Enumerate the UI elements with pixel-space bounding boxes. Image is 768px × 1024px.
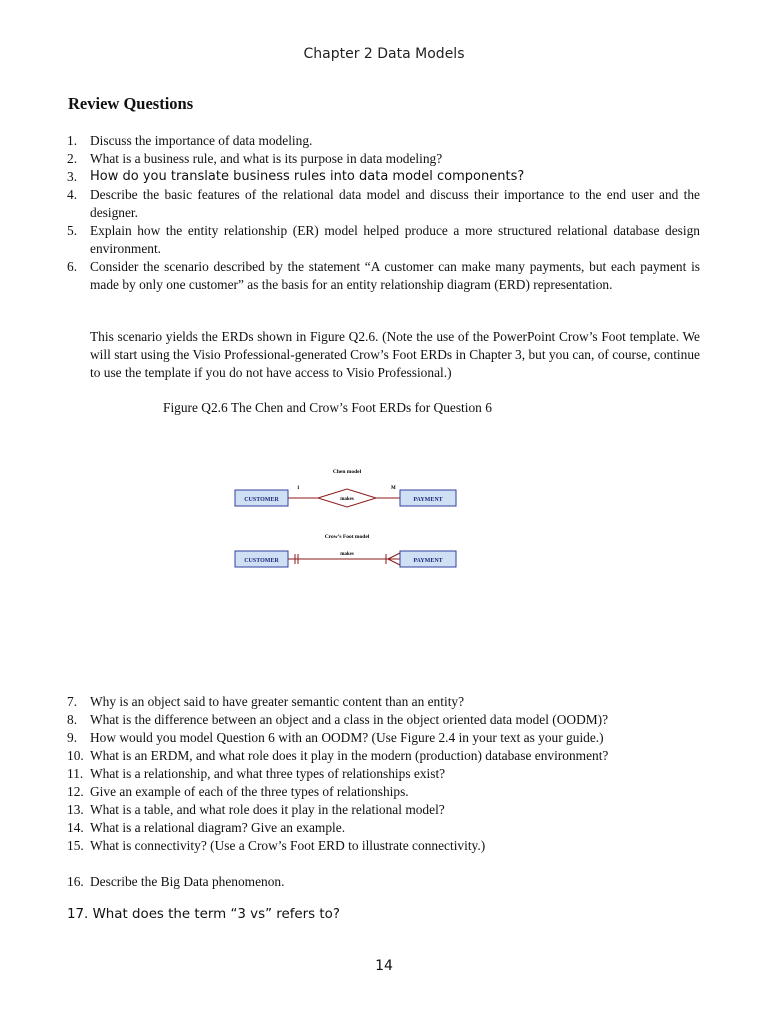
question-12	[67, 783, 700, 801]
question-number: 1.	[67, 133, 78, 148]
question-text: What is a relational diagram? Give an example.	[90, 820, 346, 835]
question-text: What is a relationship, and what three types of relationships exist?	[90, 766, 446, 781]
question-14	[67, 819, 700, 837]
question-text: What is a table, and what role does it play in the relational model?	[90, 802, 445, 817]
question-text: What does the term “3 vs” refers to?	[92, 907, 340, 922]
question-text: Consider the scenario described by the statement “A customer can make many payments, but each payment is made by only one customer” as the basis for an entity relationship diagram (ERD) representation.	[90, 259, 700, 292]
question-1	[67, 132, 700, 150]
question-text: What is an ERDM, and what role does it play in the modern (production) database environment?	[90, 748, 609, 763]
crow-title: Crow’s Foot model	[324, 534, 370, 540]
page-number: 14	[375, 958, 393, 974]
question-number: 3.	[67, 169, 78, 184]
section-title: Review Questions	[68, 94, 194, 113]
question-number: 7.	[67, 694, 78, 709]
question-number: 9.	[67, 730, 78, 745]
question-text: How do you translate business rules into data model components?	[90, 169, 525, 184]
question-6	[67, 258, 700, 294]
question-number: 16.	[67, 874, 84, 889]
question-text: Describe the Big Data phenomenon.	[90, 874, 285, 889]
chen-makes-label: makes	[340, 497, 354, 502]
question-number: 17.	[67, 907, 89, 922]
question-text: How would you model Question 6 with an OODM? (Use Figure 2.4 in your text as your guide.)	[90, 730, 604, 745]
erd-figure	[230, 460, 470, 580]
question-16	[67, 873, 700, 891]
question-17	[67, 907, 340, 922]
question-number: 8.	[67, 712, 78, 727]
question-number: 12.	[67, 784, 84, 799]
question-text: Why is an object said to have greater semantic content than an entity?	[90, 694, 465, 709]
question-number: 2.	[67, 151, 78, 166]
question-8	[67, 711, 700, 729]
spacer	[67, 855, 700, 873]
crow-foot-lower	[388, 559, 400, 565]
question-number: 10.	[67, 748, 84, 763]
question-text: Explain how the entity relationship (ER) model helped produce a more structured relational database design environment.	[90, 223, 700, 256]
question-number: 6.	[67, 259, 78, 274]
question-list-b	[67, 693, 700, 891]
chen-title: Chen model	[332, 469, 362, 475]
question-text: What is a business rule, and what is its purpose in data modeling?	[90, 151, 443, 166]
question-3	[67, 168, 700, 186]
question-text: Discuss the importance of data modeling.	[90, 133, 313, 148]
question-15	[67, 837, 700, 855]
question-number: 13.	[67, 802, 84, 817]
question-text: Give an example of each of the three types of relationships.	[90, 784, 409, 799]
question-7	[67, 693, 700, 711]
crow-payment-label: PAYMENT	[413, 558, 443, 564]
scenario-paragraph: This scenario yields the ERDs shown in Figure Q2.6. (Note the use of the PowerPoint Crow’s Foot template. We will start using the Visio Professional-generated Crow’s Foot ERDs in Chapter 3, but you can, of course, continue to use the template if you do not have access to Visio Professional.)	[90, 329, 700, 380]
question-list-a	[67, 132, 700, 294]
crow-customer-label: CUSTOMER	[244, 558, 279, 564]
chen-customer-label: CUSTOMER	[244, 497, 279, 503]
question-2	[67, 150, 700, 168]
question-number: 15.	[67, 838, 84, 853]
question-text: What is the difference between an object and a class in the object oriented data model (OODM)?	[90, 712, 609, 727]
figure-caption: Figure Q2.6 The Chen and Crow’s Foot ERDs for Question 6	[163, 400, 492, 415]
question-number: 4.	[67, 187, 78, 202]
question-text: Describe the basic features of the relational data model and discuss their importance to the end user and the designer.	[90, 187, 700, 220]
question-number: 14.	[67, 820, 84, 835]
question-13	[67, 801, 700, 819]
page-header: Chapter 2 Data Models	[303, 46, 465, 62]
question-10	[67, 747, 700, 765]
card-many-label: M	[391, 486, 396, 491]
question-text: What is connectivity? (Use a Crow’s Foot ERD to illustrate connectivity.)	[90, 838, 486, 853]
question-4	[67, 186, 700, 222]
question-number: 5.	[67, 223, 78, 238]
question-number: 11.	[67, 766, 84, 781]
question-11	[67, 765, 700, 783]
chen-payment-label: PAYMENT	[413, 497, 443, 503]
question-9	[67, 729, 700, 747]
card-one-label: 1	[297, 486, 300, 491]
crow-foot-upper	[388, 553, 400, 559]
crow-makes-label: makes	[340, 552, 354, 557]
question-5	[67, 222, 700, 258]
